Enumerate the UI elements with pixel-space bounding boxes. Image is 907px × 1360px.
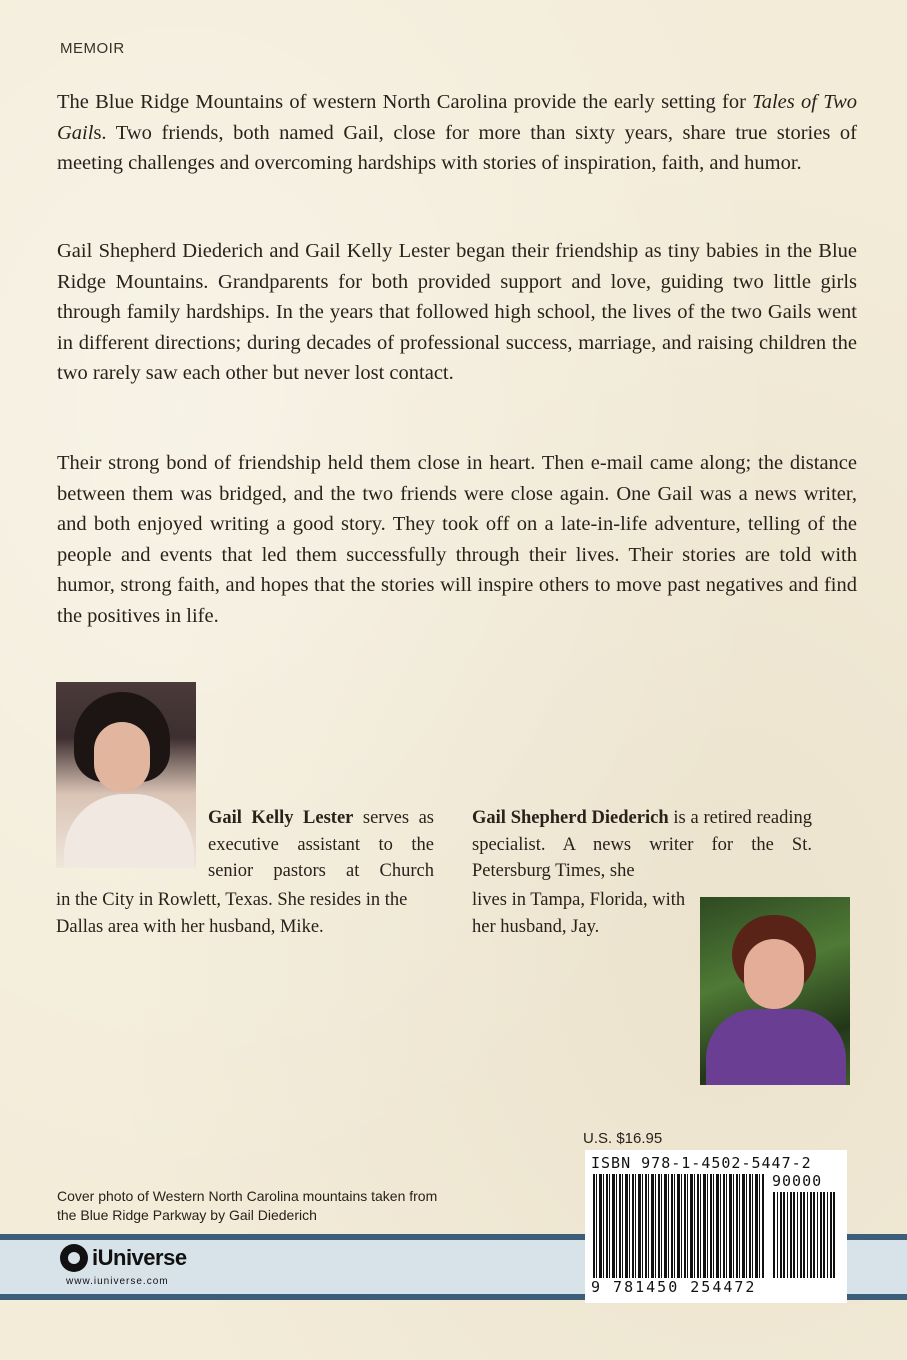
publisher-name: iUniverse	[92, 1245, 187, 1270]
blurb-paragraph-2: Gail Shepherd Diederich and Gail Kelly Lester began their friendship as tiny babies in the Blue Ridge Mountains. Grandparents for both provided support and love, guiding two little girls through family hardships. In the years that followed high school, the lives of the two Gails went in different directions; during decades of professional success, marriage, and raising children the two rarely saw each other but never lost contact.	[57, 240, 857, 384]
footer-stripe-right-bottom	[847, 1294, 907, 1300]
isbn-barcode	[585, 1150, 847, 1303]
author-name-lester: Gail Kelly Lester	[208, 808, 354, 828]
cover-photo-credit: Cover photo of Western North Carolina mountains taken from the Blue Ridge Parkway by Gail Diederich	[57, 1188, 438, 1223]
ean-digits: 9 781450 254472	[591, 1278, 757, 1296]
author-name-diederich: Gail Shepherd Diederich	[472, 808, 669, 828]
blurb-p1-rest: s. Two friends, both named Gail, close for more than sixty years, share true stories of meeting challenges and overcoming hardships with stories of inspiration, faith, and humor.	[57, 121, 857, 174]
genre-label: MEMOIR	[60, 40, 125, 57]
blurb-paragraph-1	[57, 87, 857, 179]
publisher-url: www.iuniverse.com	[66, 1276, 169, 1287]
bio-diederich-text-top: is a retired reading specialist. A news writer for the St. Petersburg Times, she	[472, 808, 812, 881]
bio-lester-text-top: serves as executive assistant to the senior pastors at Church	[208, 808, 434, 881]
addon-code: 90000	[772, 1172, 823, 1190]
bio-lester-top	[208, 805, 434, 885]
author-photo-lester	[56, 682, 196, 868]
barcode-bars	[593, 1174, 765, 1278]
bio-diederich-top	[472, 805, 812, 885]
addon-barcode-bars	[773, 1192, 837, 1278]
author-photo-diederich	[700, 897, 850, 1085]
price-label: U.S. $16.95	[583, 1130, 663, 1147]
publisher-logo	[60, 1243, 187, 1273]
blurb-paragraph-3: Their strong bond of friendship held them close in heart. Then e-mail came along; the distance between them was bridged, and the two friends were close again. One Gail was a news writer, and both enjoyed writing a good story. They took off on a late-in-life adventure, telling of the people and events that led them successfully through their lives. Their stories are told with humor, strong faith, and hopes that the stories will inspire others to move past negatives and find the positives in life.	[57, 452, 857, 627]
book-title: Tales of Two Gail	[57, 91, 857, 144]
bio-diederich-text-bottom: lives in Tampa, Florida, with her husband, Jay.	[472, 890, 686, 937]
publisher-logo-icon	[60, 1244, 88, 1272]
footer-stripe-bottom	[0, 1294, 585, 1300]
blurb-p1-lead: The Blue Ridge Mountains of western North Carolina provide the early setting for	[57, 91, 753, 113]
footer-band-right	[847, 1240, 907, 1294]
isbn-number: ISBN 978-1-4502-5447-2	[591, 1154, 812, 1172]
bio-lester-text-bottom: in the City in Rowlett, Texas. She resides in the Dallas area with her husband, Mike.	[56, 890, 408, 937]
